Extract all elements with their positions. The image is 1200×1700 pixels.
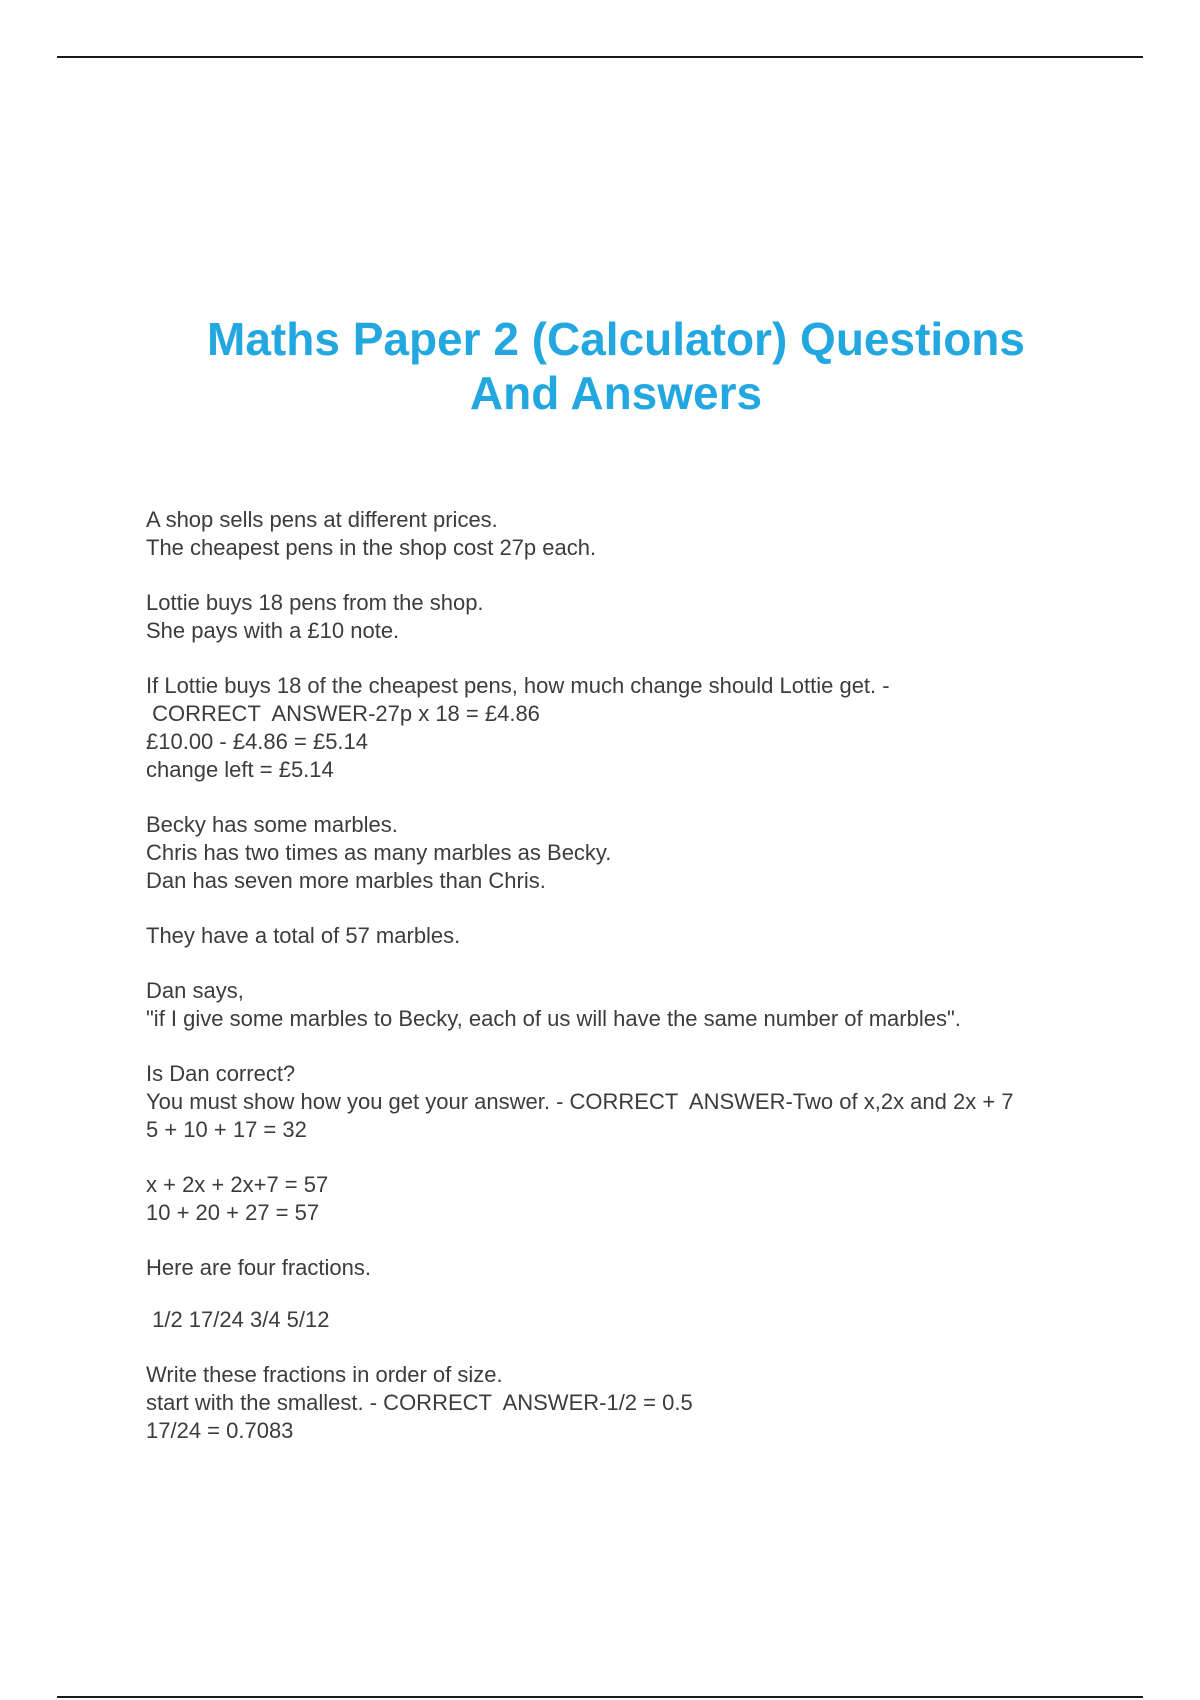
paragraph <box>146 1306 1146 1334</box>
text-line: 5 + 10 + 17 = 32 <box>146 1117 307 1142</box>
text-line: change left = £5.14 <box>146 757 334 782</box>
paragraph <box>146 811 1146 895</box>
header-rule <box>57 56 1143 58</box>
text-line: Chris has two times as many marbles as Becky. <box>146 840 612 865</box>
paragraph <box>146 922 1146 950</box>
text-line: You must show how you get your answer. - CORRECT ANSWER-Two of x,2x and 2x + 7 <box>146 1089 1014 1114</box>
text-line: A shop sells pens at different prices. <box>146 507 498 532</box>
text-line: If Lottie buys 18 of the cheapest pens, how much change should Lottie get. - <box>146 673 890 698</box>
text-line: They have a total of 57 marbles. <box>146 923 461 948</box>
document-body <box>146 506 1146 1445</box>
text-line: Becky has some marbles. <box>146 812 398 837</box>
paragraph <box>146 589 1146 645</box>
text-line: 17/24 = 0.7083 <box>146 1418 294 1443</box>
document-title <box>100 312 1132 420</box>
text-line: Here are four fractions. <box>146 1255 371 1280</box>
paragraph <box>146 1361 1146 1445</box>
paragraph <box>146 506 1146 562</box>
title-line-2: And Answers <box>469 367 763 419</box>
text-line: 10 + 20 + 27 = 57 <box>146 1200 320 1225</box>
paragraph <box>146 672 1146 784</box>
text-line: start with the smallest. - CORRECT ANSWER-1/2 = 0.5 <box>146 1390 693 1415</box>
text-line: "if I give some marbles to Becky, each of us will have the same number of marbles". <box>146 1006 961 1031</box>
footer-rule <box>57 1696 1143 1698</box>
text-line: Lottie buys 18 pens from the shop. <box>146 590 484 615</box>
text-line: She pays with a £10 note. <box>146 618 400 643</box>
title-line-1: Maths Paper 2 (Calculator) Questions <box>207 313 1025 365</box>
text-line: x + 2x + 2x+7 = 57 <box>146 1172 329 1197</box>
text-line: £10.00 - £4.86 = £5.14 <box>146 729 369 754</box>
fractions-line: 1/2 17/24 3/4 5/12 <box>146 1307 330 1332</box>
text-line: Is Dan correct? <box>146 1061 296 1086</box>
text-line: Dan says, <box>146 978 244 1003</box>
paragraph <box>146 1254 1146 1282</box>
paragraph <box>146 1171 1146 1227</box>
text-line: The cheapest pens in the shop cost 27p each. <box>146 535 597 560</box>
paragraph <box>146 1060 1146 1144</box>
text-line: Write these fractions in order of size. <box>146 1362 503 1387</box>
paragraph <box>146 977 1146 1033</box>
text-line: Dan has seven more marbles than Chris. <box>146 868 546 893</box>
text-line: CORRECT ANSWER-27p x 18 = £4.86 <box>146 701 540 726</box>
